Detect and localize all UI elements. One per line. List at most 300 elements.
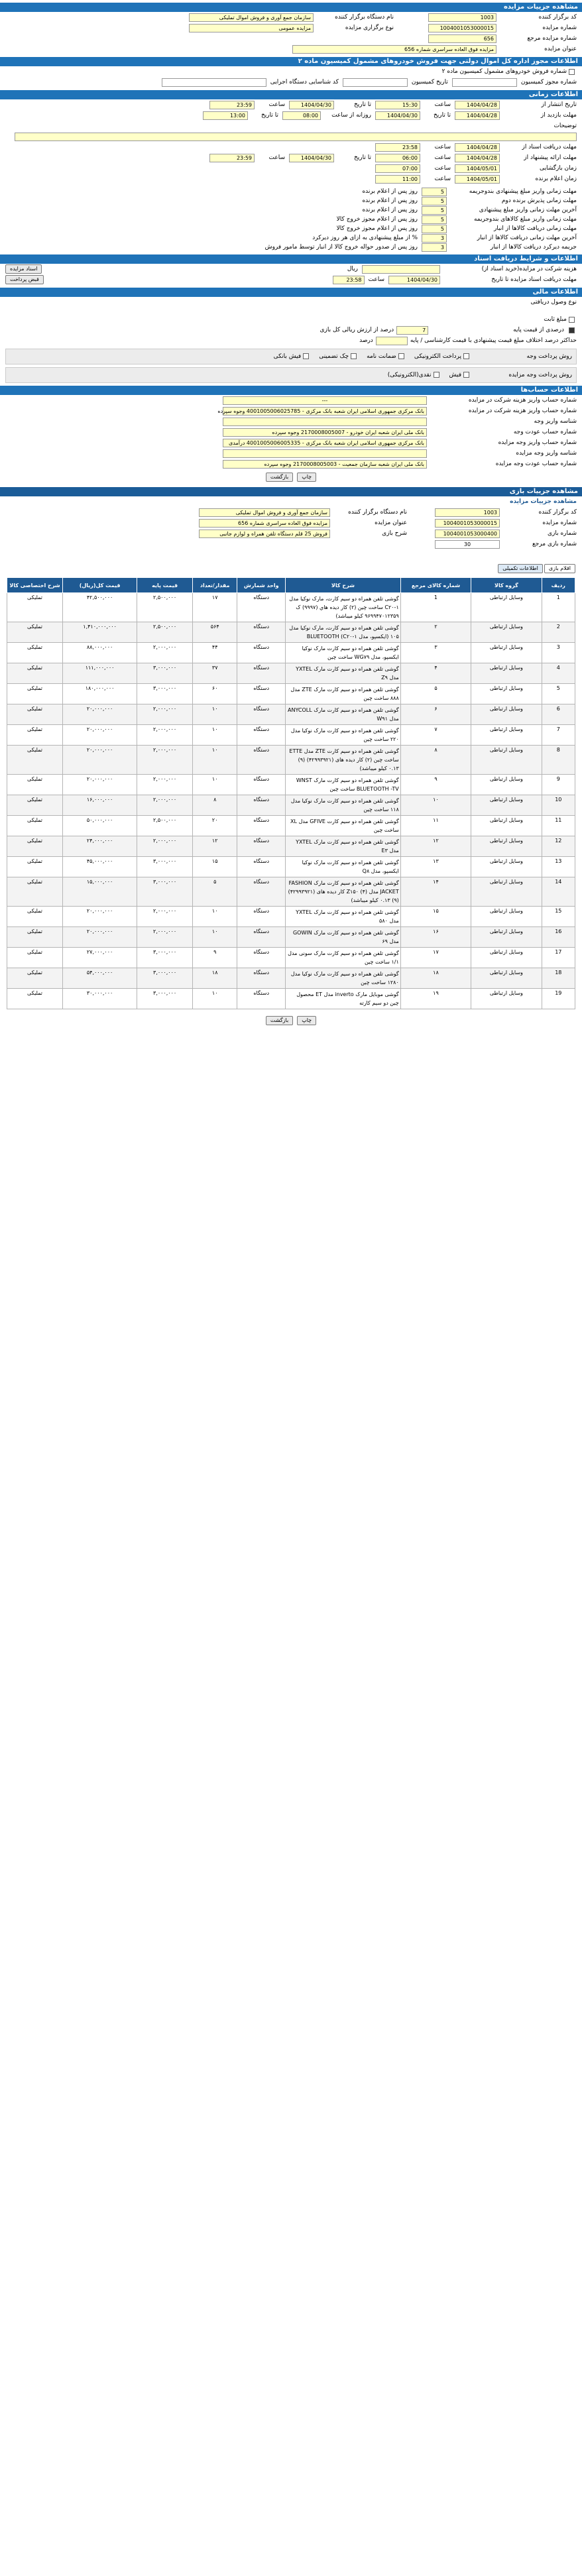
- acc-field: بانک مرکزی جمهوری اسلامی ایران شعبه بانک مرکزی - 4001005006025785 وجوه سپرده: [223, 407, 427, 416]
- row-number: 2: [542, 622, 575, 643]
- item-special: تملیکی: [7, 704, 63, 725]
- item-description: گوشی تلفن همراه دو سیم کارت مارک FASHION JACKET مدل Z۱۵۰ (۴) کار دیده های (۴۲۹۹۳۹۲۱) (۹) ۰.۱۳ کیلو میباشد): [286, 877, 401, 907]
- name-field: مزایده فوق العاده سراسری شماره 656: [292, 45, 496, 54]
- acc-field: بانک ملی ایران شعبه ایران خودرو - 2170008005007 وجوه سپرده: [223, 428, 427, 437]
- item-special: تملیکی: [7, 746, 63, 775]
- item-quantity: ۸: [193, 795, 237, 816]
- auction-details-section: [0, 3, 582, 54]
- item-quantity: ۱۷: [193, 593, 237, 622]
- rule-unit: روز پس از اعلام برنده: [362, 197, 418, 204]
- rule-unit: روز پس از صدور حواله خروج کالا از انبار توسط مامور فروش: [264, 244, 418, 251]
- item-description: گوشی تلفن همراه دو سیم کارت مارک YXTEL مدل E۳: [286, 836, 401, 857]
- pay2-opt-label: نقدی(الکترونیکی): [387, 372, 432, 378]
- item-total: ۴۵,۰۰۰,۰۰۰: [63, 857, 137, 877]
- section-title: مشاهده جزییات بازی: [0, 487, 582, 496]
- lot-num-label: شماره مزایده: [542, 520, 577, 526]
- item-description: گوشی تلفن همراه دو سیم کارت مارک ZTE مدل ۸۸۸ ساخت چین: [286, 684, 401, 704]
- lot-name-label: عنوان مزایده: [375, 520, 407, 526]
- commission-num-label: شماره مجوز کمیسیون: [520, 79, 577, 85]
- hour-label: ساعت: [434, 165, 451, 172]
- doc-from-hour: 23:58: [375, 143, 420, 152]
- lot-ref-label: شماره بازی مرجع: [532, 541, 577, 547]
- row-number: 16: [542, 927, 575, 948]
- item-quantity: ۱۰: [193, 907, 237, 927]
- item-group: وسایل ارتباطی: [471, 704, 542, 725]
- item-price: ۳,۰۰۰,۰۰۰: [137, 857, 193, 877]
- announce-date: 1404/05/01: [455, 175, 500, 184]
- item-quantity: ۳۷: [193, 663, 237, 684]
- deadline-date: 1404/04/30: [388, 276, 440, 284]
- pay-opt-checkbox[interactable]: [398, 353, 404, 359]
- item-total: ۲۰,۰۰۰,۰۰۰: [63, 927, 137, 948]
- item-price: ۲,۰۰۰,۰۰۰: [137, 704, 193, 725]
- doc-from: 1404/04/28: [455, 143, 500, 152]
- item-total: ۸۸,۰۰۰,۰۰۰: [63, 643, 137, 663]
- item-ref: ۱۴: [400, 877, 471, 907]
- item-total: ۱,۴۱۰,۰۰۰,۰۰۰: [63, 622, 137, 643]
- back-button[interactable]: بازگشت: [266, 473, 293, 482]
- desc-field: [15, 133, 577, 141]
- item-unit: دستگاه: [237, 857, 286, 877]
- item-special: تملیکی: [7, 684, 63, 704]
- tab-items[interactable]: اقلام بازی: [544, 564, 575, 573]
- item-quantity: ۵: [193, 877, 237, 907]
- item-total: ۱۵,۰۰۰,۰۰۰: [63, 877, 137, 907]
- code-label: کد برگزار کننده: [538, 14, 577, 21]
- item-description: گوشی تلفن همراه دو سیم کارت، مارک نوکیا مدل C۲۰-۱ ساخت چین (۲) کار دیده هاي (۹۹۹۷) ک ۹۶۹۹۴۷۰۱۲۳۵۹ کیلو میباشد): [286, 593, 401, 622]
- item-group: وسایل ارتباطی: [471, 816, 542, 836]
- pay-opt-checkbox[interactable]: [463, 353, 469, 359]
- hour-label: ساعت: [268, 101, 285, 108]
- item-special: تملیکی: [7, 663, 63, 684]
- item-quantity: ۱۰: [193, 746, 237, 775]
- lot-code-field: 1003: [435, 508, 500, 517]
- rule-value: 5: [422, 206, 447, 215]
- item-price: ۲,۰۰۰,۰۰۰: [137, 927, 193, 948]
- pay2-opt-label: فیش: [449, 372, 461, 378]
- item-price: ۲,۵۰۰,۰۰۰: [137, 816, 193, 836]
- item-quantity: ۱۰: [193, 725, 237, 746]
- pay-opt-label: چک تضمینی: [319, 353, 349, 360]
- open-date: 1404/05/01: [455, 164, 500, 173]
- item-quantity: ۱۸: [193, 968, 237, 989]
- item-group: وسایل ارتباطی: [471, 643, 542, 663]
- rule-label: مهلت زمانی واریز مبلغ کالاهای بندوجریمه: [473, 216, 577, 223]
- section-title: اطلاعات زمانی: [0, 90, 582, 99]
- subsection-title: مشاهده جزییات مزایده: [510, 498, 577, 505]
- item-quantity: ۱۰: [193, 927, 237, 948]
- item-description: گوشی تلفن همراه دو سیم کارت GFIVE مدل XL ساخت چین: [286, 816, 401, 836]
- pay2-opt-checkbox[interactable]: [434, 372, 439, 378]
- item-special: تملیکی: [7, 816, 63, 836]
- num-field: 1004001053000015: [428, 24, 496, 32]
- acc-label: شماره حساب واریز هزینه شرکت در مزایده: [468, 408, 577, 414]
- visit-hour-1: 08:00: [282, 111, 321, 120]
- lot-org-label: نام دستگاه برگزار کننده: [348, 509, 407, 516]
- acc-label: شماره حساب عودت وجه: [513, 429, 577, 435]
- item-group: وسایل ارتباطی: [471, 593, 542, 622]
- item-unit: دستگاه: [237, 877, 286, 907]
- table-row: [7, 684, 575, 704]
- item-quantity: ۵۶۴: [193, 622, 237, 643]
- percent-unit: درصد: [359, 337, 373, 344]
- item-quantity: ۴۴: [193, 643, 237, 663]
- item-description: گوشی تلفن همراه دو سیم کارت مارک WNST BLUETOOTH -TV ساخت چین: [286, 775, 401, 795]
- item-ref: ۵: [400, 684, 471, 704]
- item-special: تملیکی: [7, 593, 63, 622]
- item-total: ۴۲,۵۰۰,۰۰۰: [63, 593, 137, 622]
- item-description: گوشی تلفن همراه دو سیم کارت مارک GOWIN مدل ۶۹: [286, 927, 401, 948]
- print-button[interactable]: چاپ: [297, 473, 316, 482]
- rule-unit: روز پس از اعلام برنده: [362, 207, 418, 213]
- hour-label: ساعت: [368, 276, 384, 283]
- item-special: تملیکی: [7, 968, 63, 989]
- table-row: [7, 816, 575, 836]
- rule-label: آخرین مهلت زمانی واریز مبلغ پیشنهادی: [479, 207, 577, 213]
- lot-desc-label: شرح بازی: [382, 530, 407, 537]
- item-price: ۳,۰۰۰,۰۰۰: [137, 663, 193, 684]
- table-row: [7, 877, 575, 907]
- item-unit: دستگاه: [237, 725, 286, 746]
- pay-opt-label: ضمانت نامه: [367, 353, 396, 360]
- row-number: 14: [542, 877, 575, 907]
- visit-from: 1404/04/28: [455, 111, 500, 120]
- item-description: گوشی تلفن همراه دو سیم کارت مارک ANYCOLL مدل W۹۱: [286, 704, 401, 725]
- col-ref-header: شماره کالای مرجع: [400, 578, 471, 593]
- table-row: [7, 968, 575, 989]
- item-group: وسایل ارتباطی: [471, 663, 542, 684]
- pay2-label: روش پرداخت وجه مزایده: [508, 372, 572, 378]
- item-special: تملیکی: [7, 989, 63, 1009]
- item-unit: دستگاه: [237, 775, 286, 795]
- org-field: سازمان جمع آوری و فروش اموال تملیکی: [189, 13, 314, 22]
- offer-from: 1404/04/28: [455, 154, 500, 162]
- lot-num-field: 1004001053000015: [435, 519, 500, 528]
- name-label: عنوان مزایده: [544, 46, 577, 52]
- item-ref: ۱۱: [400, 816, 471, 836]
- hour-label: ساعت: [268, 154, 285, 161]
- col-unit-header: واحد شمارش: [237, 578, 286, 593]
- item-group: وسایل ارتباطی: [471, 622, 542, 643]
- item-unit: دستگاه: [237, 907, 286, 927]
- table-row: [7, 927, 575, 948]
- pay-opt-checkbox[interactable]: [351, 353, 357, 359]
- item-special: تملیکی: [7, 836, 63, 857]
- item-total: ۲۰,۰۰۰,۰۰۰: [63, 907, 137, 927]
- item-description: گوشی تلفن همراه دو سیم کارت مارک YXTEL مدل Z۹: [286, 663, 401, 684]
- pub-from-hour: 15:30: [375, 101, 420, 109]
- item-special: تملیکی: [7, 907, 63, 927]
- item-ref: 1: [400, 593, 471, 622]
- item-unit: دستگاه: [237, 968, 286, 989]
- item-group: وسایل ارتباطی: [471, 836, 542, 857]
- payment-bill-button[interactable]: قبض پرداخت: [5, 275, 44, 284]
- license-section: [0, 57, 582, 87]
- documents-section: [0, 254, 582, 285]
- hour-label: ساعت: [434, 144, 451, 150]
- documents-button[interactable]: اسناد مزایده: [5, 264, 42, 274]
- row-number: 4: [542, 663, 575, 684]
- item-group: وسایل ارتباطی: [471, 775, 542, 795]
- item-unit: دستگاه: [237, 593, 286, 622]
- auction-payment-box: [5, 367, 577, 383]
- acc-field: بانک ملی ایران شعبه سازمان جمعیت - 2170008005003 وجوه سپرده: [223, 460, 427, 469]
- item-price: ۳,۰۰۰,۰۰۰: [137, 877, 193, 907]
- lot-id-label: شماره بازی: [547, 530, 577, 537]
- row-number: 11: [542, 816, 575, 836]
- to-label: تا تاریخ: [261, 112, 278, 119]
- item-ref: ۱۵: [400, 907, 471, 927]
- item-unit: دستگاه: [237, 989, 286, 1009]
- max-diff-label: حداکثر درصد اختلاف مبلغ قیمت پیشنهادی با قیمت کارشناسی / پایه: [410, 337, 577, 344]
- item-quantity: ۲۰: [193, 816, 237, 836]
- item-group: وسایل ارتباطی: [471, 684, 542, 704]
- item-group: وسایل ارتباطی: [471, 907, 542, 927]
- to-label: تا تاریخ: [353, 154, 371, 161]
- row-number: 7: [542, 725, 575, 746]
- doc-label: مهلت دریافت اسناد از: [522, 144, 577, 150]
- item-ref: ۶: [400, 704, 471, 725]
- agency-id-label: کد شناسایی دستگاه اجرایی: [270, 79, 339, 85]
- commission-date-field: [343, 78, 408, 87]
- back-button[interactable]: بازگشت: [266, 1016, 293, 1025]
- rule-label: مهلت زمانی دریافت کالاها از انبار: [493, 225, 577, 232]
- row-number: 12: [542, 836, 575, 857]
- table-row: [7, 704, 575, 725]
- section-title: اطلاعات حساب‌ها: [0, 386, 582, 395]
- rule-unit: روز پس از اعلام مجوز خروج کالا: [336, 216, 418, 223]
- row-number: 17: [542, 948, 575, 968]
- item-price: ۲,۵۰۰,۰۰۰: [137, 593, 193, 622]
- items-table: [7, 577, 575, 1009]
- item-unit: دستگاه: [237, 663, 286, 684]
- pay-opt-label: فیش بانکی: [273, 353, 302, 360]
- max-diff-field: [376, 337, 408, 345]
- lot-name-field: مزایده فوق العاده سراسری شماره 656: [199, 519, 330, 528]
- item-price: ۲,۰۰۰,۰۰۰: [137, 907, 193, 927]
- item-total: ۲۷,۰۰۰,۰۰۰: [63, 948, 137, 968]
- section-title: مشاهده جزییات مزایده: [0, 3, 582, 12]
- item-ref: ۱۶: [400, 927, 471, 948]
- item-description: گوشی تلفن همراه دو سیم کارت مارک نوکیا مدل ۱۱۸ ساخت چین: [286, 795, 401, 816]
- type-label: نوع وصول دریافتی: [530, 299, 577, 306]
- row-number: 8: [542, 746, 575, 775]
- fee-label: هزینه شرکت در مزایده(خرید اسناد از): [481, 266, 577, 272]
- item-ref: ۴: [400, 663, 471, 684]
- item-ref: ۱۰: [400, 795, 471, 816]
- rule-value: 5: [422, 188, 447, 196]
- visit-hour-2: 13:00: [203, 111, 248, 120]
- pub-from: 1404/04/28: [455, 101, 500, 109]
- item-quantity: ۱۵: [193, 857, 237, 877]
- item-description: گوشی تلفن همراه دو سیم کارت مارک نوکیا مدل ۲۲۰ ساخت چین: [286, 725, 401, 746]
- rule-value: 5: [422, 225, 447, 233]
- item-quantity: ۱۰: [193, 989, 237, 1009]
- item-description: گوشی تلفن همراه دو سیم کارت مارک سونی مدل ۱/۱ ساخت چین: [286, 948, 401, 968]
- item-unit: دستگاه: [237, 948, 286, 968]
- item-quantity: ۱۰: [193, 775, 237, 795]
- ref-label: شماره مزایده مرجع: [527, 35, 577, 42]
- item-special: تملیکی: [7, 927, 63, 948]
- item-price: ۲,۰۰۰,۰۰۰: [137, 775, 193, 795]
- daily-label: روزانه از ساعت: [331, 112, 371, 119]
- item-total: ۳۰,۰۰۰,۰۰۰: [63, 989, 137, 1009]
- section-title: اطلاعات مالی: [0, 288, 582, 297]
- announce-hour: 11:00: [375, 175, 420, 184]
- item-special: تملیکی: [7, 725, 63, 746]
- table-row: [7, 857, 575, 877]
- acc-label: شماره حساب عودت وجه مزایده: [495, 461, 577, 467]
- row-number: 1: [542, 593, 575, 622]
- lot-details-section: [0, 487, 582, 1025]
- reg-field: مزایده عمومی: [189, 24, 314, 32]
- pub-to: 1404/04/30: [289, 101, 334, 109]
- item-special: تملیکی: [7, 775, 63, 795]
- item-price: ۲,۰۰۰,۰۰۰: [137, 836, 193, 857]
- acc-field: بانک مرکزی جمهوری اسلامی ایران شعبه بانک مرکزی - 4001005006005335 درآمدی: [223, 439, 427, 447]
- row-number: 10: [542, 795, 575, 816]
- hour-label: ساعت: [434, 101, 451, 108]
- item-ref: ۱۳: [400, 857, 471, 877]
- row-number: 19: [542, 989, 575, 1009]
- visit-label: مهلت بازدید از: [540, 112, 577, 119]
- lot-desc-field: فروش 25 قلم دستگاه تلفن همراه و لوازم جانبی: [199, 530, 330, 538]
- item-total: ۲۰,۰۰۰,۰۰۰: [63, 746, 137, 775]
- rule-label: جریمه دیرکرد دریافت کالاها از انبار: [490, 244, 577, 251]
- percent-label: درصدی از قیمت پایه: [513, 327, 564, 333]
- col-row-header: ردیف: [542, 578, 575, 593]
- item-special: تملیکی: [7, 948, 63, 968]
- item-price: ۳,۰۰۰,۰۰۰: [137, 948, 193, 968]
- acc-label: شناسه واریز وجه: [534, 418, 577, 425]
- rule-value: 5: [422, 215, 447, 224]
- item-special: تملیکی: [7, 877, 63, 907]
- table-row: [7, 746, 575, 775]
- table-row: [7, 725, 575, 746]
- item-price: ۲,۰۰۰,۰۰۰: [137, 746, 193, 775]
- rule-unit: روز پس از اعلام برنده: [362, 188, 418, 195]
- percent-field: 7: [396, 326, 428, 335]
- item-price: ۳,۰۰۰,۰۰۰: [137, 684, 193, 704]
- item-ref: ۱۲: [400, 836, 471, 857]
- table-row: [7, 775, 575, 795]
- table-row: [7, 663, 575, 684]
- item-total: ۲۴,۰۰۰,۰۰۰: [63, 836, 137, 857]
- financial-section: [0, 288, 582, 383]
- item-group: وسایل ارتباطی: [471, 989, 542, 1009]
- item-total: ۱۸۰,۰۰۰,۰۰۰: [63, 684, 137, 704]
- item-description: گوشی تلفن همراه دو سیم کارت مارک YXTEL مدل ۵۸۰: [286, 907, 401, 927]
- offer-to: 1404/04/30: [289, 154, 334, 162]
- row-number: 6: [542, 704, 575, 725]
- commission-date-label: تاریخ کمیسیون: [411, 79, 448, 85]
- section-title: اطلاعات مجوز اداره کل اموال دولتی جهت فروش خودروهای مشمول کمیسیون ماده ۲: [0, 57, 582, 66]
- item-ref: ۷: [400, 725, 471, 746]
- pay-opt-checkbox[interactable]: [303, 353, 309, 359]
- code-field: 1003: [428, 13, 496, 22]
- license-label: شماره فروش خودروهای مشمول کمیسیون ماده ۲: [441, 68, 567, 75]
- item-description: گوشی تلفن همراه دو سیم کارت مارک نوکیا مدل ۱۲۸۰ ساخت چین: [286, 968, 401, 989]
- commission-num-field: [452, 78, 517, 87]
- item-description: گوشی تلفن همراه دو سیم کارت ZTE مدل ETTE ساخت چین (۲) کار دیده های (۴۲۹۹۳۹۲۱) (۹) ۰.۱۳ کیلو میباشد): [286, 746, 401, 775]
- pay2-opt-checkbox[interactable]: [463, 372, 469, 378]
- item-price: ۲,۰۰۰,۰۰۰: [137, 795, 193, 816]
- table-row: [7, 643, 575, 663]
- acc-field: [223, 418, 427, 426]
- item-total: ۱۱۱,۰۰۰,۰۰۰: [63, 663, 137, 684]
- section-title: اطلاعات و شرایط دریافت اسناد: [0, 254, 582, 264]
- rule-value: 5: [422, 197, 447, 205]
- row-number: 15: [542, 907, 575, 927]
- percent-text: درصد از ارزش ریالی کل بازی: [320, 327, 394, 333]
- item-special: تملیکی: [7, 622, 63, 643]
- pay-label: روش پرداخت وجه: [526, 353, 572, 360]
- rule-unit: % از مبلغ پیشنهادی به ازای هر روز دیرکرد: [312, 235, 418, 241]
- item-unit: دستگاه: [237, 836, 286, 857]
- rule-label: آخرین مهلت زمانی دریافت کالاها از انبار: [477, 235, 577, 241]
- to-label: تا تاریخ: [433, 112, 451, 119]
- item-special: تملیکی: [7, 795, 63, 816]
- item-quantity: ۶۰: [193, 684, 237, 704]
- table-row: [7, 907, 575, 927]
- table-row: [7, 593, 575, 622]
- col-group-header: گروه کالا: [471, 578, 542, 593]
- item-description: گوشی تلفن همراه دو سیم کارت مارک نوکیا ایکسپو، مدل Q۸: [286, 857, 401, 877]
- table-row: [7, 989, 575, 1009]
- item-quantity: ۱۰: [193, 704, 237, 725]
- item-group: وسایل ارتباطی: [471, 746, 542, 775]
- offer-from-hour: 06:00: [375, 154, 420, 162]
- item-unit: دستگاه: [237, 684, 286, 704]
- percent-radio[interactable]: [569, 327, 575, 333]
- item-total: ۲۰,۰۰۰,۰۰۰: [63, 704, 137, 725]
- item-unit: دستگاه: [237, 927, 286, 948]
- item-total: ۵۴,۰۰۰,۰۰۰: [63, 968, 137, 989]
- tab-extra-info[interactable]: اطلاعات تکمیلی: [498, 564, 543, 573]
- row-number: 9: [542, 775, 575, 795]
- print-button[interactable]: چاپ: [297, 1016, 316, 1025]
- table-row: [7, 836, 575, 857]
- col-price-header: قیمت پایه: [137, 578, 193, 593]
- org-label: نام دستگاه برگزار کننده: [335, 14, 394, 21]
- acc-label: شماره حساب واریز هزینه شرکت در مزایده: [468, 397, 577, 404]
- item-group: وسایل ارتباطی: [471, 857, 542, 877]
- item-ref: ۳: [400, 643, 471, 663]
- item-price: ۲,۰۰۰,۰۰۰: [137, 643, 193, 663]
- row-number: 5: [542, 684, 575, 704]
- item-group: وسایل ارتباطی: [471, 968, 542, 989]
- item-ref: ۱۷: [400, 948, 471, 968]
- payment-methods-box: [5, 349, 577, 364]
- item-unit: دستگاه: [237, 643, 286, 663]
- item-total: ۲۰,۰۰۰,۰۰۰: [63, 725, 137, 746]
- to-label: تا تاریخ: [353, 101, 371, 108]
- item-ref: ۹: [400, 775, 471, 795]
- col-special-header: شرح اختصاصی کالا: [7, 578, 63, 593]
- row-number: 18: [542, 968, 575, 989]
- reg-label: نوع برگزاری مزایده: [345, 25, 394, 31]
- pay-opt-label: پرداخت الکترونیکی: [414, 353, 461, 360]
- item-total: ۱۶,۰۰۰,۰۰۰: [63, 795, 137, 816]
- item-ref: ۱۹: [400, 989, 471, 1009]
- accounts-section: [0, 386, 582, 482]
- item-ref: ۸: [400, 746, 471, 775]
- item-total: ۲۰,۰۰۰,۰۰۰: [63, 775, 137, 795]
- item-quantity: ۱۲: [193, 836, 237, 857]
- rule-value: 3: [422, 243, 447, 252]
- fixed-radio[interactable]: [569, 317, 575, 323]
- license-checkbox[interactable]: [569, 69, 575, 75]
